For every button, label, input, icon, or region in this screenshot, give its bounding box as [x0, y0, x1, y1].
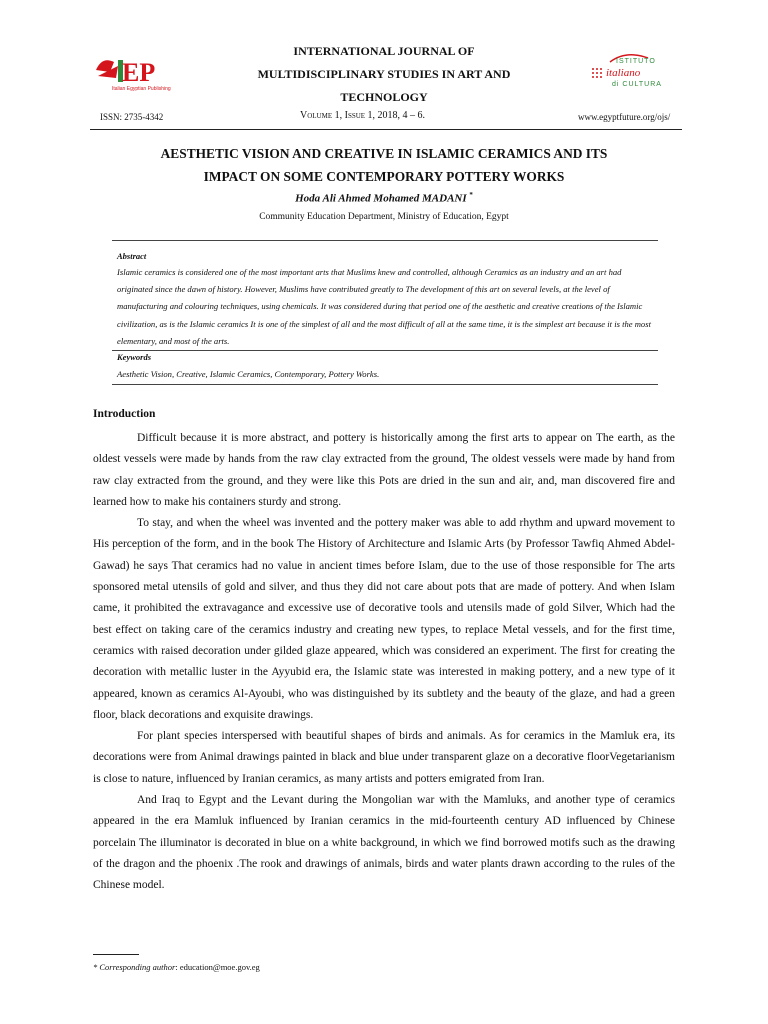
introduction-heading: Introduction: [93, 408, 156, 420]
paper-title: [100, 142, 668, 188]
paper-title-line: AESTHETIC VISION AND CREATIVE IN ISLAMIC CERAMICS AND ITS: [160, 146, 608, 161]
author-footnote-mark: *: [469, 191, 473, 199]
logo-letters: EP: [122, 58, 156, 87]
paper-title-line: IMPACT ON SOME CONTEMPORARY POTTERY WORKS: [203, 169, 565, 184]
header-divider: [90, 129, 682, 130]
affiliation: Community Education Department, Ministry of Education, Egypt: [259, 212, 509, 222]
abstract-bottom-rule: [112, 384, 658, 385]
keywords-heading: Keywords: [117, 352, 151, 362]
volume-info: Volume 1, Issue 1, 2018, 4 – 6.: [300, 110, 426, 121]
body-paragraph: Difficult because it is more abstract, and pottery is historically among the first arts to appear on The earth, as the oldest vessels were made by hands from the raw clay extracted from the ground, The oldest vessels were made by hand from raw clay extracted from the ground, and they were like this Pots are dried in the sun and air, and, man discovered fire and learned how to make his containers sturdy and strong.: [93, 432, 675, 508]
keywords-text: Aesthetic Vision, Creative, Islamic Ceramics, Contemporary, Pottery Works.: [117, 369, 380, 379]
abstract-text: Islamic ceramics is considered one of the most important arts that Muslims knew and controlled, although Ceramics as an industry and an art had originated since the dawn of history. However, Muslims have contributed greatly to The development of this art on several levels, at the level of manufacturing and colouring techniques, using chemicals. It was considered during that period one of the aesthetic and creative creations of the Islamic civilization, as is the Islamic ceramics It is one of the simplest of all and the most difficult of all at the same time, it is the simplest art because it is the most elementary, and most of the arts.: [117, 267, 651, 346]
journal-title-line: TECHNOLOGY: [340, 90, 428, 104]
footnote-label: * Corresponding author: [93, 962, 176, 972]
svg-text:ISTITUTO: ISTITUTO: [616, 58, 656, 65]
footnote-rule: [93, 954, 139, 955]
journal-title: [230, 40, 538, 109]
svg-text:italiano: italiano: [606, 67, 641, 79]
journal-title-line: INTERNATIONAL JOURNAL OF: [293, 44, 475, 58]
body-paragraph: To stay, and when the wheel was invented and the pottery maker was able to add rhythm and upward movement to His perception of the form, and in the book The History of Architecture and Islamic Arts (by Professor Tawfiq Ahmed Abdel-Gawad) he says That ceramics had no value in ancient times before Islam, due to the use of those responsible for The arts sponsored metal utensils of gold and silver, and thus they did not care about pots that are made of pottery. And when Islam came, it prohibited the extravagance and excessive use of decorative tools and utensils made of gold Silver, Which had the best effect on taking care of the ceramics industry and creating new types, to replace Metal vessels, and for the first time, ceramics with raised decoration under gilded glaze appeared, which was considered an experiment. The first for creating the decoration with metallic luster in the Ayyubid era, the Islamic state was interested in making pottery, and a new type of it appeared, known as ceramics Al-Ayoubi, who was distinguished by its subtlety and the beauty of the glaze, and had a green floor, black decorations and exquisite drawings.: [93, 517, 675, 721]
introduction-body: [93, 428, 675, 897]
issn: ISSN: 2735-4342: [100, 112, 164, 122]
abstract-divider: [112, 350, 658, 351]
institute-logo: [590, 52, 682, 96]
abstract-heading: Abstract: [117, 251, 147, 261]
logo-caption: Italian Egyptian Publishing: [112, 86, 171, 92]
abstract-top-rule: [112, 240, 658, 241]
author-line: [100, 191, 668, 205]
journal-website[interactable]: www.egyptfuture.org/ojs/: [578, 112, 671, 122]
author-name: Hoda Ali Ahmed Mohamed MADANI: [295, 192, 467, 205]
footnote: [93, 962, 260, 972]
publisher-logo: [92, 48, 184, 92]
body-paragraph: And Iraq to Egypt and the Levant during the Mongolian war with the Mamluks, and another type of ceramics appeared in the era Mamluk influenced by Iranian ceramics in the mid-fourteenth century AD influenced by Chinese porcelain The illuminator is decorated in blue on a white background, in which we find borrowed motifs such as the drawing of the dragon and the phoenix .The rook and drawings of animals, birds and water plants drawn according to the rules of the Chinese model.: [93, 794, 675, 892]
journal-title-line: MULTIDISCIPLINARY STUDIES IN ART AND: [257, 67, 511, 81]
footnote-email[interactable]: : education@moe.gov.eg: [175, 962, 260, 972]
svg-text:di CULTURA: di CULTURA: [612, 81, 662, 88]
body-paragraph: For plant species interspersed with beautiful shapes of birds and animals. As for ceramics in the Mamluk era, its decorations were from Animal drawings painted in black and blue under transparent glaze on a decorative floorVegetarianism is close to nature, influenced by Iranian ceramics, as many artists and potters emigrated from Iran.: [93, 730, 675, 785]
